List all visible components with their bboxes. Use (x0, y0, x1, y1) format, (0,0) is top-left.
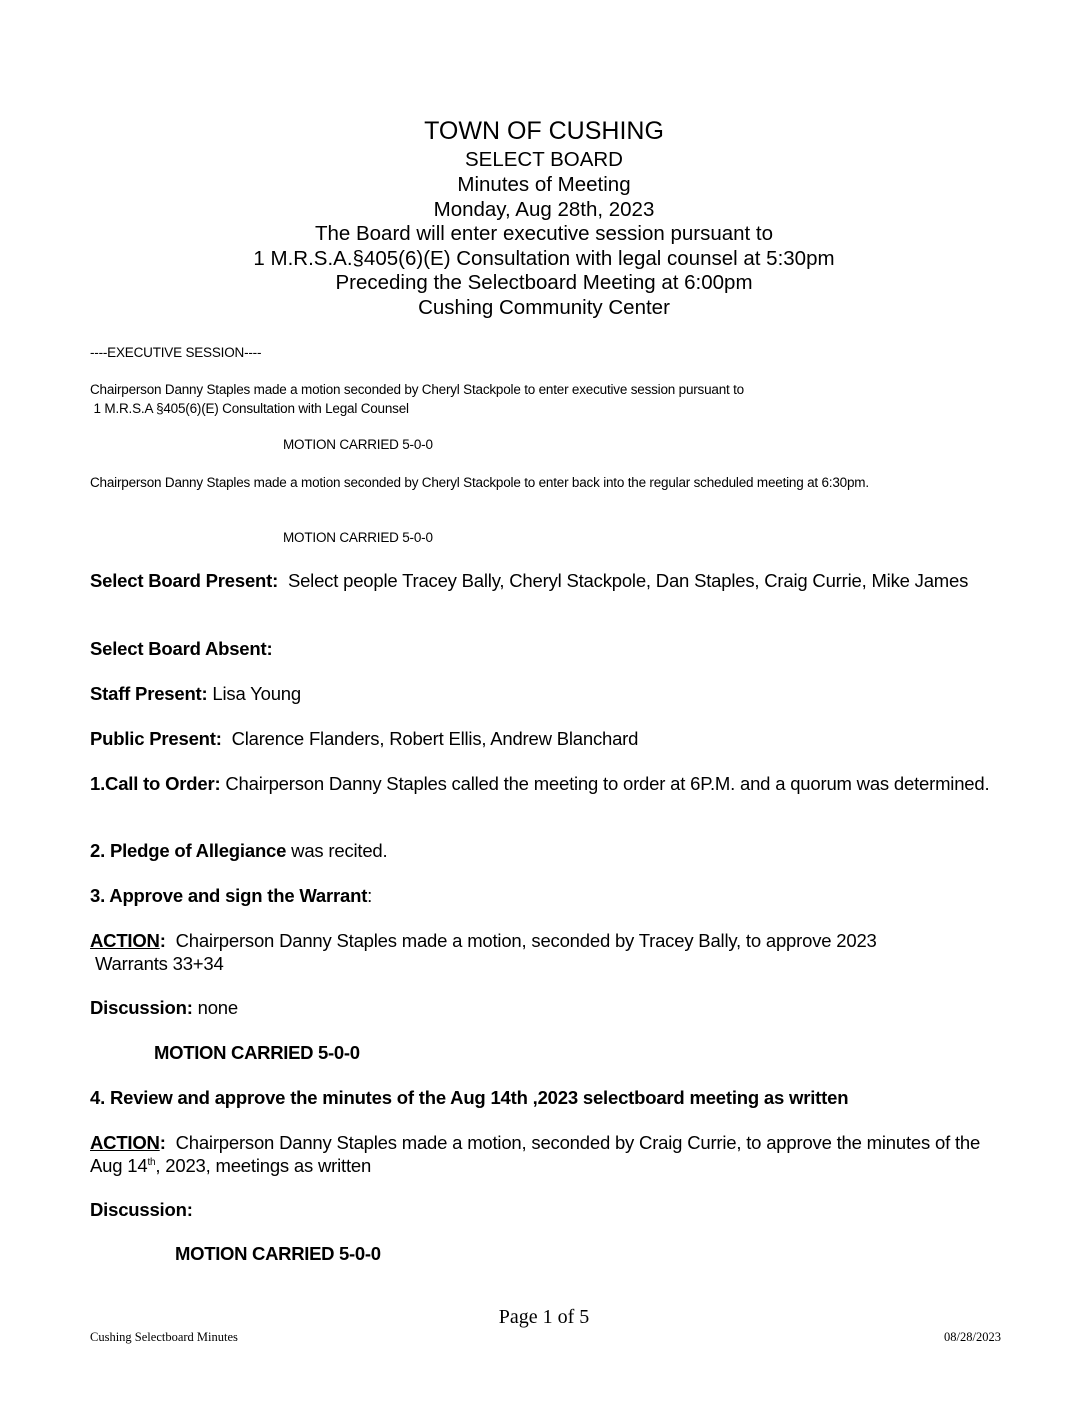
public-present-value: Clarence Flanders, Robert Ellis, Andrew Blanchard (221, 728, 639, 749)
minutes-action-text: Chairperson Danny Staples made a motion, seconded by Craig Currie, to approve the minutes of the Aug 14 (90, 1132, 984, 1176)
staff-present-label: Staff Present: (90, 683, 208, 704)
board-present-label: Select Board Present: (90, 570, 279, 591)
minutes-discussion (90, 1198, 1000, 1221)
warrant-heading (90, 884, 1000, 907)
exec-session-title: ----EXECUTIVE SESSION---- (90, 345, 262, 360)
pledge-label: 2. Pledge of Allegiance (90, 840, 287, 861)
warrant-action-label: ACTION (90, 930, 160, 951)
page-number: Page 1 of 5 (498, 1306, 590, 1328)
staff-present-value: Lisa Young (207, 683, 301, 704)
town-title: TOWN OF CUSHING (424, 117, 664, 145)
warrant-action-text-2: Warrants 33+34 (90, 953, 224, 974)
warrant-action-text: Chairperson Danny Staples made a motion, seconded by Tracey Bally, to approve 2023 (165, 930, 877, 951)
warrant-carried: MOTION CARRIED 5-0-0 (154, 1042, 360, 1063)
minutes-action (90, 1131, 1000, 1177)
exec-carried-1: MOTION CARRIED 5-0-0 (283, 437, 433, 452)
board-title: SELECT BOARD (465, 148, 623, 171)
minutes-action-sup: th (147, 1156, 156, 1168)
warrant-discussion-value: none (192, 997, 238, 1018)
call-to-order (90, 772, 1000, 795)
exec-motion-1-line1: Chairperson Danny Staples made a motion seconded by Cheryl Stackpole to enter executive session pursuant to (90, 382, 744, 397)
call-to-order-value: Chairperson Danny Staples called the meeting to order at 6P.M. and a quorum was determined. (220, 773, 990, 794)
exec-line-3: Preceding the Selectboard Meeting at 6:00pm (335, 271, 753, 294)
public-present-label: Public Present: (90, 728, 222, 749)
board-present-value: Select people Tracey Bally, Cheryl Stackpole, Dan Staples, Craig Currie, Mike James (278, 570, 969, 591)
warrant-discussion-label: Discussion: (90, 997, 193, 1018)
exec-carried-2: MOTION CARRIED 5-0-0 (283, 530, 433, 545)
board-absent (90, 637, 1000, 660)
warrant-label: 3. Approve and sign the Warrant (90, 885, 368, 906)
minutes-carried: MOTION CARRIED 5-0-0 (175, 1243, 381, 1264)
exec-motion-1-line2: 1 M.R.S.A §405(6)(E) Consultation with Legal Counsel (90, 401, 409, 416)
warrant-colon: : (367, 885, 373, 906)
minutes-heading: 4. Review and approve the minutes of the Aug 14th ,2023 selectboard meeting as written (90, 1087, 849, 1108)
footer-right: 08/28/2023 (944, 1330, 1001, 1344)
meeting-location: Cushing Community Center (418, 296, 670, 319)
exec-motion-1 (90, 380, 1000, 418)
public-present (90, 727, 1000, 750)
exec-line-2: 1 M.R.S.A.§405(6)(E) Consultation with legal counsel at 5:30pm (253, 247, 835, 270)
exec-line-1: The Board will enter executive session pursuant to (314, 222, 774, 245)
footer-left: Cushing Selectboard Minutes (90, 1330, 238, 1344)
board-absent-label: Select Board Absent: (90, 638, 273, 659)
minutes-action-label: ACTION (90, 1132, 160, 1153)
minutes-action-colon: : (159, 1132, 166, 1153)
warrant-action-colon: : (159, 930, 166, 951)
exec-motion-2: Chairperson Danny Staples made a motion seconded by Cheryl Stackpole to enter back into the regular scheduled meeting at 6:30pm. (90, 475, 869, 490)
warrant-action (90, 929, 1000, 975)
minutes-discussion-label: Discussion: (90, 1199, 193, 1220)
pledge-value: was recited. (286, 840, 388, 861)
doc-type: Minutes of Meeting (457, 173, 631, 196)
meeting-date: Monday, Aug 28th, 2023 (433, 198, 655, 221)
pledge (90, 839, 1000, 862)
board-present (90, 569, 1000, 592)
warrant-discussion (90, 996, 1000, 1019)
minutes-action-text-2: , 2023, meetings as written (155, 1155, 372, 1176)
call-to-order-label: 1.Call to Order: (90, 773, 221, 794)
staff-present (90, 682, 1000, 705)
